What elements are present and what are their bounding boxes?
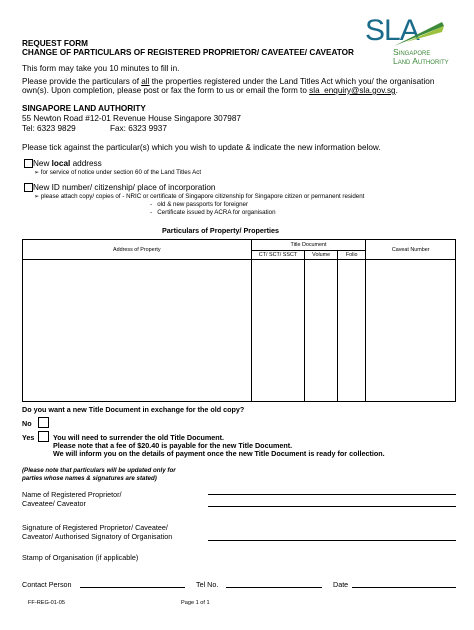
date-field[interactable] (352, 587, 456, 588)
col-address-header: Address of Property (23, 240, 252, 260)
id-note-text: please attach copy/ copies of - NRIC or certificate of Singapore citizenship for Singapore citizen or permanent resident (40, 193, 365, 200)
name-field[interactable] (208, 494, 456, 495)
signature-label-1: Signature of Registered Proprietor/ Caveatee/ (22, 523, 168, 532)
intro-line2-pre: own(s). Upon completion, please post or fax the form to us or email the form to (22, 86, 310, 95)
update-note-2: parties whose names & signatures are stated) (22, 475, 157, 482)
intro-line1 (22, 77, 434, 86)
yes-label: Yes (22, 433, 35, 442)
id-bullet-2: - Certificate issued by ACRA for organisation (150, 209, 276, 216)
logo-abbr: SLA (365, 14, 419, 47)
address-note-text: for service of notice under section 60 of the Land Titles Act (40, 169, 202, 176)
stamp-label: Stamp of Organisation (if applicable) (22, 553, 139, 562)
signature-label-2: Caveator/ Authorised Signatory of Organisation (22, 532, 173, 541)
option-address-local: local (51, 159, 71, 168)
contact-label: Contact Person (22, 580, 72, 589)
date-label: Date (333, 580, 349, 589)
update-note-1: (Please note that particulars will be updated only for (22, 467, 176, 474)
name-label-2: Caveatee/ Caveator (22, 499, 86, 508)
address-checkbox[interactable] (24, 159, 33, 168)
table-title: Particulars of Property/ Properties (162, 226, 280, 235)
intro-line2 (22, 86, 398, 95)
intro-line1-all: all (141, 77, 150, 86)
name-label-1: Name of Registered Proprietor/ (22, 490, 122, 499)
ct-cell[interactable] (251, 260, 305, 402)
name-field-line-2[interactable] (208, 506, 456, 507)
logo-line2: Land Authority (393, 56, 449, 66)
col-folio-header: Folio (337, 251, 365, 260)
org-name: SINGAPORE LAND AUTHORITY (22, 104, 146, 113)
org-street: 55 Newton Road #12-01 Revenue House Singapore 307987 (22, 114, 241, 123)
option-new-address (24, 159, 102, 168)
folio-cell[interactable] (337, 260, 365, 402)
no-checkbox[interactable] (38, 417, 49, 428)
email-link[interactable]: sla_enquiry@sla.gov.sg (309, 86, 396, 95)
option-id-label: New ID number/ citizenship/ place of incorporation (33, 183, 216, 192)
logo-line1: Singapore (393, 47, 431, 57)
no-label: No (22, 419, 32, 428)
yes-checkbox[interactable] (38, 431, 49, 442)
id-bullet-1-text: old & new passports for foreigner (157, 201, 249, 208)
properties-table (22, 239, 456, 402)
yes-note-3: We will inform you on the details of payment once the new Title Document is ready for collection. (53, 449, 385, 458)
signature-field[interactable] (208, 540, 456, 541)
yes-note-1: You will need to surrender the old Title Document. (53, 433, 225, 442)
tel-field[interactable] (226, 587, 322, 588)
caveat-cell[interactable] (366, 260, 456, 402)
intro-line2-post: . (395, 86, 398, 95)
arrow-icon: ➢ (34, 170, 40, 176)
tel-label: Tel No. (196, 580, 219, 589)
address-cell[interactable] (23, 260, 252, 402)
option-address-pre: New (33, 159, 52, 168)
col-volume-header: Volume (305, 251, 338, 260)
id-bullet-2-text: Certificate issued by ACRA for organisation (157, 209, 276, 216)
instruction: Please tick against the particular(s) which you wish to update & indicate the new information below. (22, 143, 381, 152)
form-code: FF-REG-01-05 (28, 600, 65, 606)
col-ct-header: CT/ SCT/ SSCT (251, 251, 305, 260)
yes-note-2: Please note that a fee of $20.40 is payable for the new Title Document. (53, 441, 293, 450)
id-bullet-1: - old & new passports for foreigner (150, 201, 249, 208)
option-new-id (24, 183, 216, 192)
time-note: This form may take you 10 minutes to fill in. (22, 64, 180, 73)
option-address-post: address (70, 159, 102, 168)
col-title-document-header: Title Document (251, 240, 366, 251)
page-number: Page 1 of 1 (181, 600, 210, 606)
contact-field[interactable] (80, 587, 185, 588)
org-fax: Fax: 6323 9937 (110, 124, 167, 133)
arrow-icon: ➢ (34, 194, 40, 200)
volume-cell[interactable] (305, 260, 338, 402)
id-note (34, 193, 364, 200)
intro-line1-pre: Please provide the particulars of (22, 77, 142, 86)
form-subtitle: CHANGE OF PARTICULARS OF REGISTERED PROPRIETOR/ CAVEATEE/ CAVEATOR (22, 48, 354, 57)
id-checkbox[interactable] (24, 183, 33, 192)
intro-line1-post: the properties registered under the Land Titles Act which you/ the organisation (149, 77, 435, 86)
exchange-question: Do you want a new Title Document in exchange for the old copy? (22, 405, 245, 414)
logo-swoosh-icon (392, 18, 446, 48)
address-note (34, 169, 201, 176)
col-caveat-header: Caveat Number (366, 240, 456, 260)
form-title: REQUEST FORM (22, 39, 88, 48)
org-tel: Tel: 6323 9829 (22, 124, 76, 133)
